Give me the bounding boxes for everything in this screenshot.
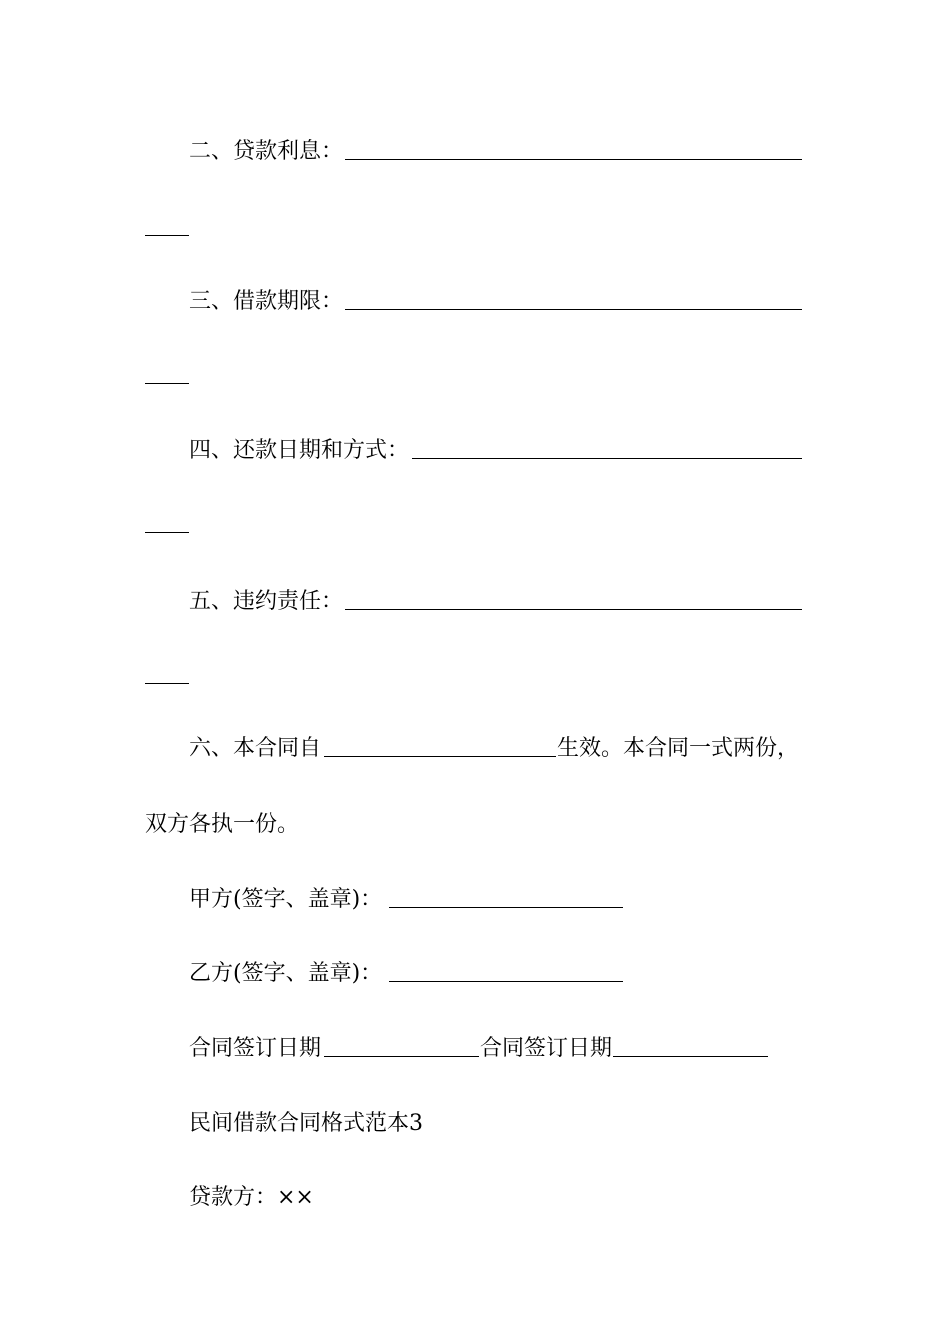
sign-date-2 bbox=[480, 1034, 612, 1064]
breach-liability-blank bbox=[345, 587, 802, 610]
clause-label: 二、贷款利息： bbox=[189, 139, 344, 164]
sign-date-1-blank bbox=[324, 1034, 479, 1057]
lender-text: 贷款方：×× bbox=[189, 1185, 314, 1210]
signature-b-blank bbox=[389, 959, 623, 982]
continuation-rule bbox=[145, 532, 189, 533]
clause-text: 生效。本合同一式两份， bbox=[557, 736, 800, 761]
signature-party-a bbox=[189, 885, 382, 915]
clause-label: 六、本合同自 bbox=[189, 736, 322, 761]
sign-date-label: 合同签订日期 bbox=[480, 1036, 613, 1061]
clause-effective bbox=[189, 734, 321, 764]
continuation-rule bbox=[145, 683, 189, 684]
clause-effective-suffix bbox=[557, 734, 799, 764]
continuation-rule bbox=[145, 383, 189, 384]
lender-line bbox=[189, 1183, 314, 1213]
loan-term-blank bbox=[345, 287, 802, 310]
clause-label: 三、借款期限： bbox=[189, 289, 344, 314]
sign-date-2-blank bbox=[613, 1034, 768, 1057]
clause-loan-term bbox=[189, 287, 343, 317]
signature-label: 甲方(签字、盖章)： bbox=[189, 887, 383, 912]
clause-label: 四、还款日期和方式： bbox=[189, 438, 410, 463]
clause-label: 五、违约责任： bbox=[189, 589, 344, 614]
continuation-rule bbox=[145, 235, 189, 236]
loan-interest-blank bbox=[345, 137, 802, 160]
signature-a-blank bbox=[389, 885, 623, 908]
clause-breach-liability bbox=[189, 587, 343, 617]
clause-effective-continuation bbox=[145, 810, 299, 840]
clause-text: 双方各执一份。 bbox=[145, 812, 300, 837]
signature-label: 乙方(签字、盖章)： bbox=[189, 961, 383, 986]
effective-date-blank bbox=[324, 734, 556, 757]
clause-repayment bbox=[189, 436, 409, 466]
template-title-text: 民间借款合同格式范本3 bbox=[189, 1111, 423, 1136]
clause-loan-interest bbox=[189, 137, 343, 167]
sign-date-label: 合同签订日期 bbox=[189, 1036, 322, 1061]
sign-date-1 bbox=[189, 1034, 321, 1064]
template-title bbox=[189, 1109, 423, 1139]
signature-party-b bbox=[189, 959, 382, 989]
repayment-blank bbox=[412, 436, 802, 459]
